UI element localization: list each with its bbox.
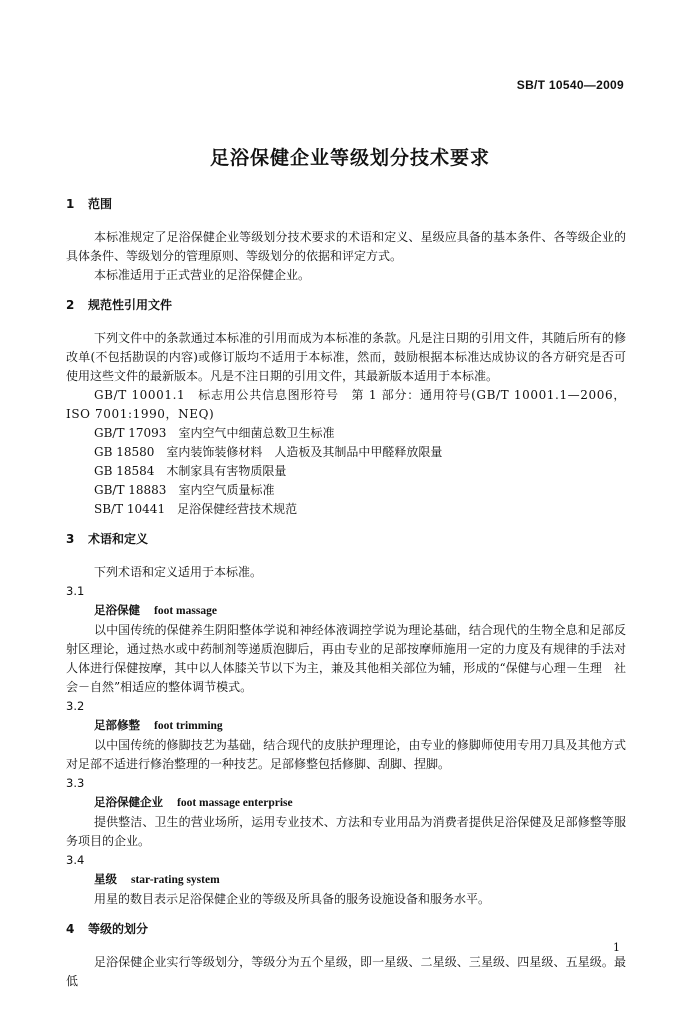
term-number: 3.4 [66, 853, 85, 867]
reference-item: SB/T 10441 足浴保健经营技术规范 [94, 502, 298, 516]
section-3-heading [66, 531, 626, 547]
term-name: 足部修整 foot trimming [94, 718, 223, 732]
section-1-heading [66, 196, 626, 212]
reference-item: GB/T 17093 室内空气中细菌总数卫生标准 [94, 426, 335, 440]
reference-item: GB/T 18883 室内空气质量标准 [94, 483, 275, 497]
section-4-heading [66, 921, 626, 937]
section-title: 等级的划分 [88, 922, 149, 936]
reference-item: GB 18584 木制家具有害物质限量 [94, 464, 287, 478]
section-number: 2 [66, 298, 75, 312]
term-name: 足浴保健企业 foot massage enterprise [94, 795, 293, 809]
term-number: 3.1 [66, 584, 85, 598]
term-name: 足浴保健 foot massage [94, 603, 217, 617]
term-definition: 以中国传统的修脚技艺为基础，结合现代的皮肤护理理论，由专业的修脚师使用专用刀具及其他方式对足部不适进行修治整理的一种技艺。足部修整包括修脚、刮脚、捏脚。 [66, 738, 626, 771]
term-number: 3.3 [66, 776, 85, 790]
paragraph: 足浴保健企业实行等级划分，等级分为五个星级，即一星级、二星级、三星级、四星级、五星级。最低 [66, 955, 626, 988]
section-number: 4 [66, 922, 75, 936]
term-definition: 以中国传统的保健养生阴阳整体学说和神经体液调控学说为理论基础，结合现代的生物全息和足部反射区理论，通过热水或中药制剂等递质泡脚后，再由专业的足部按摩师施用一定的力度及有规律的手法对人体进行保健按摩，其中以人体膝关节以下为主，兼及其他相关部位为辅，形成的“保健与心理－生理 社会－自然”相适应的整体调节模式。 [66, 623, 626, 694]
term-name: 星级 star-rating system [94, 872, 220, 886]
paragraph: 下列文件中的条款通过本标准的引用而成为本标准的条款。凡是注日期的引用文件，其随后所有的修改单(不包括勘误的内容)或修订版均不适用于本标准，然而，鼓励根据本标准达成协议的各方研究是否可使用这些文件的最新版本。凡是不注日期的引用文件，其最新版本适用于本标准。 [66, 331, 626, 383]
section-number: 1 [66, 197, 75, 211]
paragraph: 下列术语和定义适用于本标准。 [94, 565, 263, 579]
section-title: 规范性引用文件 [88, 298, 173, 312]
term-number: 3.2 [66, 699, 85, 713]
section-title: 术语和定义 [88, 532, 149, 546]
term-definition: 用星的数目表示足浴保健企业的等级及所具备的服务设施设备和服务水平。 [94, 892, 491, 906]
document-title: 足浴保健企业等级划分技术要求 [209, 147, 490, 169]
section-2-heading [66, 297, 626, 313]
section-title: 范围 [88, 197, 113, 211]
paragraph: 本标准适用于正式营业的足浴保健企业。 [94, 268, 311, 282]
section-number: 3 [66, 532, 75, 546]
document-body [66, 196, 626, 991]
term-definition: 提供整洁、卫生的营业场所，运用专业技术、方法和专业用品为消费者提供足浴保健及足部修整等服务项目的企业。 [66, 815, 626, 848]
reference-item: GB 18580 室内装饰装修材料 人造板及其制品中甲醛释放限量 [94, 445, 443, 459]
page-number: 1 [613, 941, 620, 954]
paragraph: 本标准规定了足浴保健企业等级划分技术要求的术语和定义、星级应具备的基本条件、各等级企业的具体条件、等级划分的管理原则、等级划分的依据和评定方式。 [66, 230, 626, 263]
standard-code: SB/T 10540—2009 [516, 78, 624, 92]
reference-item: GB/T 10001.1 标志用公共信息图形符号 第 1 部分：通用符号(GB/T 10001.1—2006，ISO 7001:1990，NEQ) [66, 388, 626, 421]
